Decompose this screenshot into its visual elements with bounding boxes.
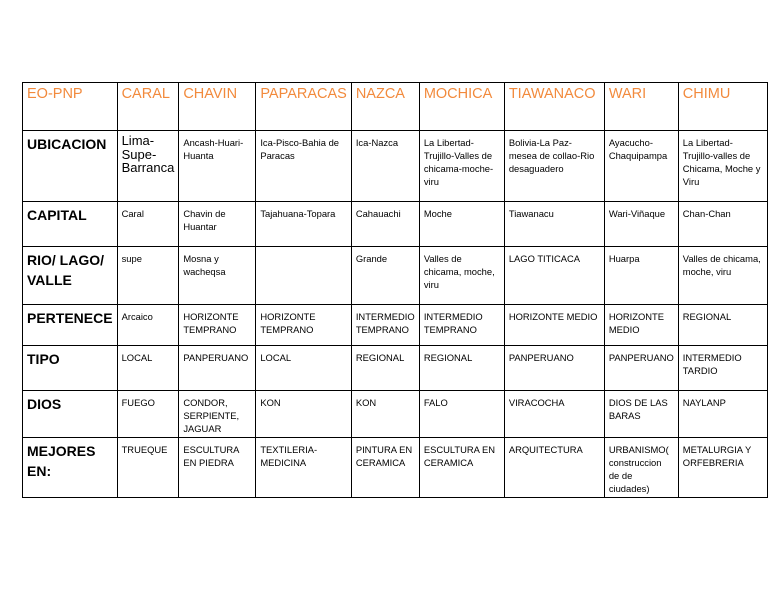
- table-cell: supe: [117, 247, 179, 305]
- table-cell: DIOS DE LAS BARAS: [604, 391, 678, 438]
- table-cell: Caral: [117, 202, 179, 247]
- table-cell: Chan-Chan: [678, 202, 767, 247]
- header-cell: MOCHICA: [419, 83, 504, 131]
- row-label: DIOS: [23, 391, 118, 438]
- table-cell: LOCAL: [256, 346, 352, 391]
- table-row: [23, 391, 768, 438]
- header-row: [23, 83, 768, 131]
- table-cell: Mosna y wacheqsa: [179, 247, 256, 305]
- table-cell: HORIZONTE MEDIO: [504, 305, 604, 346]
- header-cell: WARI: [604, 83, 678, 131]
- table-cell: HORIZONTE MEDIO: [604, 305, 678, 346]
- table-cell: Ancash-Huari-Huanta: [179, 131, 256, 202]
- table-cell: TRUEQUE: [117, 438, 179, 498]
- table-cell: Tajahuana-Topara: [256, 202, 352, 247]
- table-cell: URBANISMO( construccion de de ciudades): [604, 438, 678, 498]
- table-cell: HORIZONTE TEMPRANO: [179, 305, 256, 346]
- table-cell: INTERMEDIO TARDIO: [678, 346, 767, 391]
- table-row: [23, 202, 768, 247]
- table-cell: FUEGO: [117, 391, 179, 438]
- table-cell: Lima-Supe-Barranca: [117, 131, 179, 202]
- culturas-table: [22, 82, 768, 498]
- header-cell: CHAVIN: [179, 83, 256, 131]
- table-cell: Chavin de Huantar: [179, 202, 256, 247]
- table-cell: La Libertad-Trujillo-Valles de chicama-moche-viru: [419, 131, 504, 202]
- table-cell: Valles de chicama, moche, viru: [419, 247, 504, 305]
- table-cell: HORIZONTE TEMPRANO: [256, 305, 352, 346]
- row-label: UBICACION: [23, 131, 118, 202]
- table-row: [23, 131, 768, 202]
- header-cell: NAZCA: [351, 83, 419, 131]
- row-label: PERTENECE: [23, 305, 118, 346]
- header-cell: EO-PNP: [23, 83, 118, 131]
- header-cell: CHIMU: [678, 83, 767, 131]
- table-cell: LAGO TITICACA: [504, 247, 604, 305]
- table-cell: INTERMEDIO TEMPRANO: [419, 305, 504, 346]
- table-cell: LOCAL: [117, 346, 179, 391]
- table-cell: Wari-Viñaque: [604, 202, 678, 247]
- table-cell: Tiawanacu: [504, 202, 604, 247]
- table-cell: PANPERUANO: [179, 346, 256, 391]
- table-cell: FALO: [419, 391, 504, 438]
- table-cell: Arcaico: [117, 305, 179, 346]
- table-cell: Valles de chicama, moche, viru: [678, 247, 767, 305]
- table-cell: Grande: [351, 247, 419, 305]
- table-cell: NAYLANP: [678, 391, 767, 438]
- header-cell: CARAL: [117, 83, 179, 131]
- table-row: [23, 346, 768, 391]
- table-cell: ARQUITECTURA: [504, 438, 604, 498]
- table-cell: ESCULTURA EN CERAMICA: [419, 438, 504, 498]
- row-label: MEJORES EN:: [23, 438, 118, 498]
- row-label: TIPO: [23, 346, 118, 391]
- row-label: CAPITAL: [23, 202, 118, 247]
- table-row: [23, 438, 768, 498]
- table-cell: PANPERUANO: [504, 346, 604, 391]
- table-cell: Bolivia-La Paz-mesea de collao-Rio desaguadero: [504, 131, 604, 202]
- table-cell: Cahauachi: [351, 202, 419, 247]
- table-cell: PINTURA EN CERAMICA: [351, 438, 419, 498]
- table-cell: Moche: [419, 202, 504, 247]
- table-cell: PANPERUANO: [604, 346, 678, 391]
- table-cell: La Libertad-Trujillo-valles de Chicama, Moche y Viru: [678, 131, 767, 202]
- table-cell: Ica-Nazca: [351, 131, 419, 202]
- table-cell: ESCULTURA EN PIEDRA: [179, 438, 256, 498]
- table-cell: METALURGIA Y ORFEBRERIA: [678, 438, 767, 498]
- table-cell: TEXTILERIA-MEDICINA: [256, 438, 352, 498]
- header-cell: PAPARACAS: [256, 83, 352, 131]
- header-cell: TIAWANACO: [504, 83, 604, 131]
- row-label: RIO/ LAGO/ VALLE: [23, 247, 118, 305]
- table-row: [23, 247, 768, 305]
- table-cell: REGIONAL: [678, 305, 767, 346]
- table-cell: REGIONAL: [351, 346, 419, 391]
- table-row: [23, 305, 768, 346]
- table-cell: KON: [256, 391, 352, 438]
- table-cell: VIRACOCHA: [504, 391, 604, 438]
- table-cell: Ayacucho-Chaquipampa: [604, 131, 678, 202]
- table-cell: INTERMEDIO TEMPRANO: [351, 305, 419, 346]
- table-cell: CONDOR, SERPIENTE, JAGUAR: [179, 391, 256, 438]
- table-cell: REGIONAL: [419, 346, 504, 391]
- table-cell: Huarpa: [604, 247, 678, 305]
- table-cell: KON: [351, 391, 419, 438]
- table-cell: [256, 247, 352, 305]
- table-cell: Ica-Pisco-Bahia de Paracas: [256, 131, 352, 202]
